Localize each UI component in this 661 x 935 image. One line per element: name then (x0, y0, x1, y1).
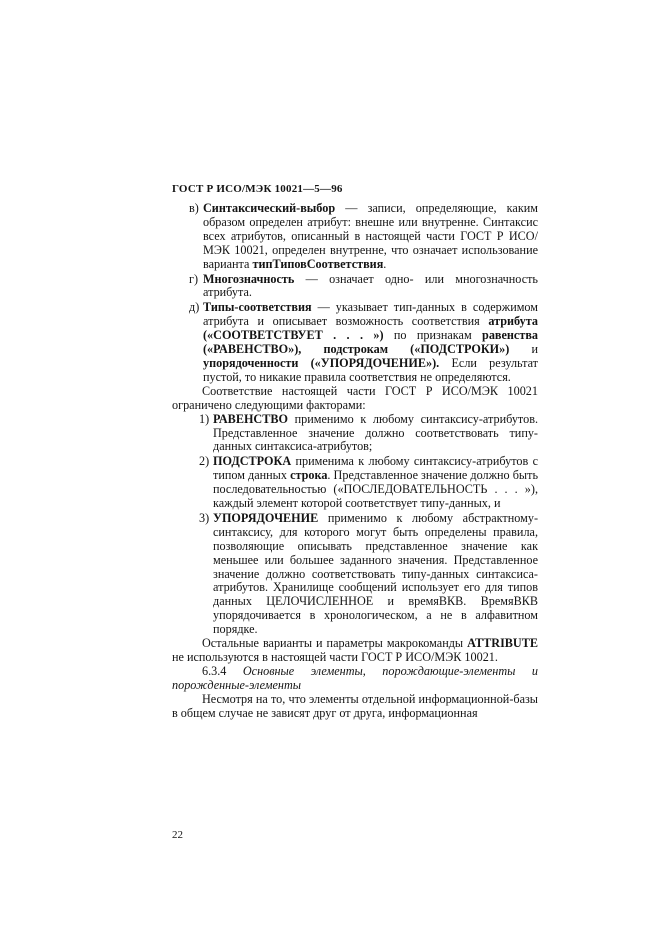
paragraph: Соответствие настоящей части ГОСТ Р ИСО/МЭК 10021 ограничено следующими факторами: (172, 383, 538, 412)
term: строка (290, 468, 328, 483)
term: РАВЕНСТВО (213, 411, 288, 426)
list-marker: г) (189, 271, 199, 286)
text: — записи, определяющие, каким образом определен атрибут: внешне или внутренне. Синтаксис всех атрибутов, описанный в настоящей части ГОСТ Р ИСО/МЭК 10021, определен внутренне, что означает использование варианта (203, 201, 538, 271)
list-marker: д) (189, 300, 200, 315)
running-header: ГОСТ Р ИСО/МЭК 10021—5—96 (172, 183, 343, 195)
term: Типы-соответствия (203, 300, 312, 315)
section-heading (172, 665, 538, 693)
text: применимо к любому синтаксису-атрибутов. Представленное значение должно соответствовать типу-данных синтаксиса-атрибутов; (213, 411, 538, 454)
term: упорядоченности («УПОРЯДОЧЕНИЕ»). (203, 355, 440, 370)
text: не используются в настоящей части ГОСТ Р ИСО/МЭК 10021. (172, 650, 498, 664)
term: типТиповСоответствия (252, 256, 384, 271)
list-item-v (172, 202, 538, 272)
text: — указывает тип-данных в содержимом атрибута и описывает возможность соответствия (203, 300, 538, 329)
text: . Представленное значение должно быть последовательностью («ПОСЛЕДОВАТЕЛЬНОСТЬ . . . »), каждый элемент которой соответствует типу-данных, и (213, 468, 538, 511)
section-number: 6.3.4 (202, 663, 227, 678)
term: Многозначность (203, 271, 295, 286)
text: Остальные варианты и параметры макрокоманды (202, 636, 468, 651)
text: по признакам (383, 328, 483, 343)
factor-item-3 (172, 512, 538, 637)
term: атрибута («СООТВЕТСТВУЕТ . . . ») (203, 314, 538, 343)
list-marker: в) (189, 201, 199, 215)
term: ATTRIBUTE (467, 636, 538, 651)
paragraph: Несмотря на то, что элементы отдельной информационной-базы в общем случае не зависят друг от друга, информационная (172, 691, 538, 720)
term: УПОРЯДОЧЕНИЕ (213, 510, 319, 525)
text: . (383, 256, 387, 271)
list-marker: 3) (199, 510, 210, 525)
list-item-g (172, 273, 538, 301)
section-title: Основные элементы, порождающие-элементы и порожденные-элементы (172, 663, 538, 692)
text: — означает одно- или многозначность атрибута. (203, 271, 538, 300)
text: и (509, 342, 538, 357)
text: применимо к любому абстрактному-синтаксису, для которого могут быть определены правила, позволяющие описывать представленное значение как меньшее или большее заданного значения. Представленное значение должно соответствовать типу-данных синтаксиса-атрибутов. Хранилище сообщений использует его для типов данных ЦЕЛОЧИСЛЕННОЕ и времяВКВ. ВремяВКВ упорядочивается в хронологическом, а не в алфавитном порядке. (213, 510, 538, 637)
term: Синтаксический-выбор (203, 201, 336, 215)
page-number: 22 (172, 829, 183, 841)
text: Если результат пустой, то никакие правила соответствия не определяются. (203, 355, 539, 384)
text: применима к любому синтаксису-атрибутов с типом данных (213, 454, 538, 483)
list-marker: 2) (199, 454, 210, 469)
factor-item-1 (172, 413, 538, 455)
factor-item-2 (172, 455, 538, 511)
term: равенства («РАВЕНСТВО»), подстрокам («ПОДСТРОКИ») (203, 328, 539, 357)
document-body (172, 202, 538, 721)
list-item-d (172, 301, 538, 384)
list-marker: 1) (199, 411, 210, 426)
paragraph (172, 637, 538, 665)
term: ПОДСТРОКА (213, 454, 292, 469)
